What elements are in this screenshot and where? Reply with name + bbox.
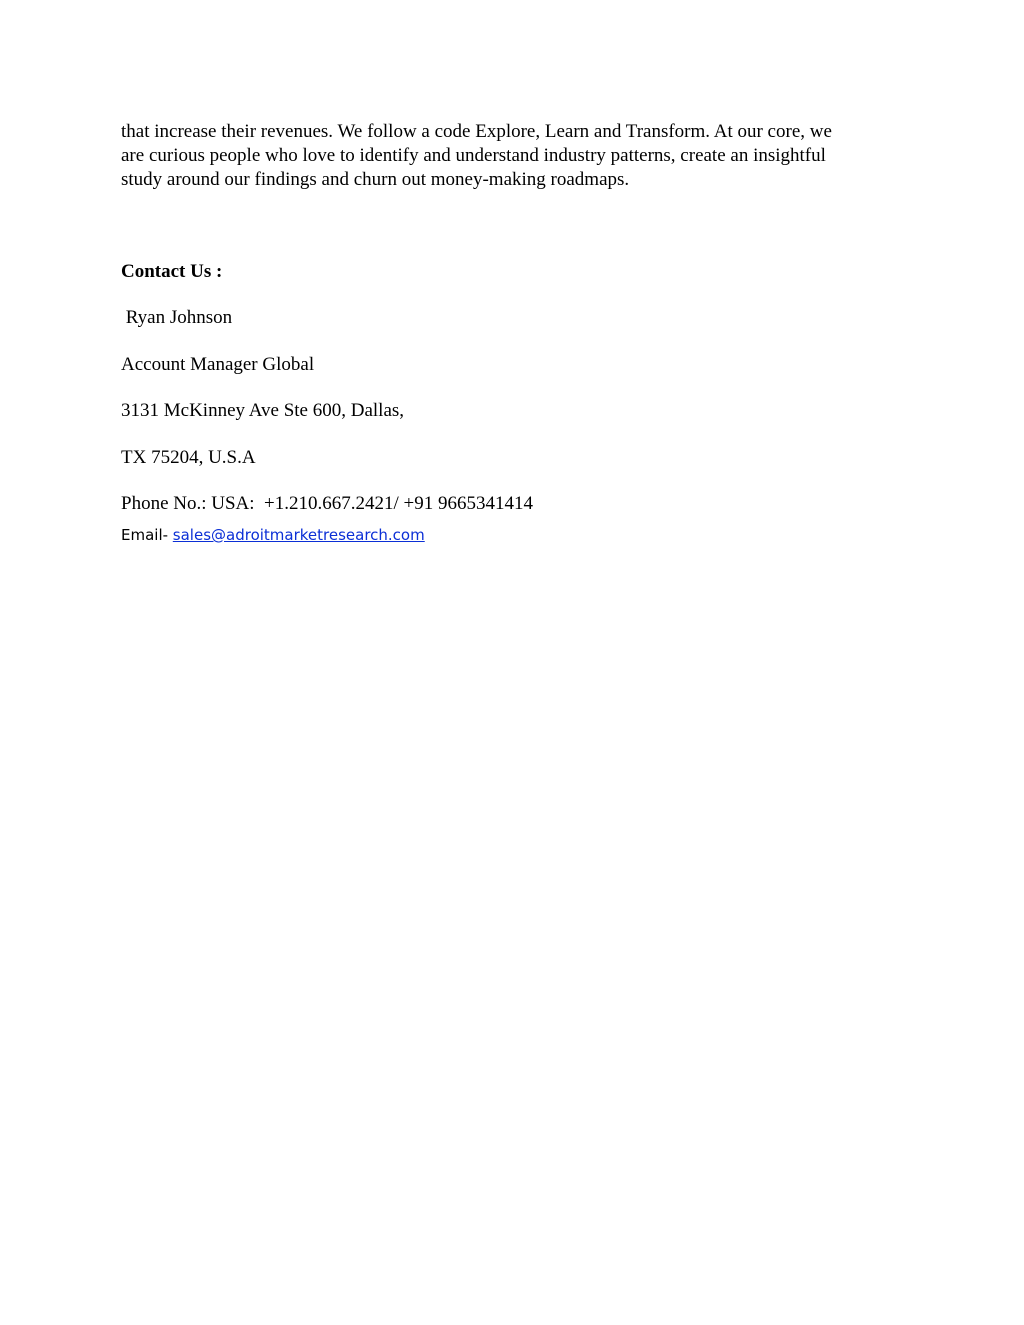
contact-title: Account Manager Global bbox=[121, 354, 315, 375]
address-line-2: TX 75204, U.S.A bbox=[121, 447, 256, 468]
intro-line-1: that increase their revenues. We follow a code Explore, Learn and Transform. At our core, we bbox=[121, 121, 832, 142]
intro-paragraph bbox=[121, 120, 891, 192]
email-label: Email- bbox=[121, 526, 173, 544]
contact-phone: Phone No.: USA: +1.210.667.2421/ +91 9665341414 bbox=[121, 493, 533, 514]
address-line-1: 3131 McKinney Ave Ste 600, Dallas, bbox=[121, 400, 405, 421]
email-link[interactable]: sales@adroitmarketresearch.com bbox=[172, 526, 425, 544]
email-line bbox=[121, 524, 425, 546]
contact-name: Ryan Johnson bbox=[121, 307, 233, 328]
intro-line-3: study around our findings and churn out money-making roadmaps. bbox=[121, 169, 630, 190]
contact-heading: Contact Us : bbox=[121, 261, 223, 282]
intro-line-2: are curious people who love to identify and understand industry patterns, create an insightful bbox=[121, 145, 826, 166]
